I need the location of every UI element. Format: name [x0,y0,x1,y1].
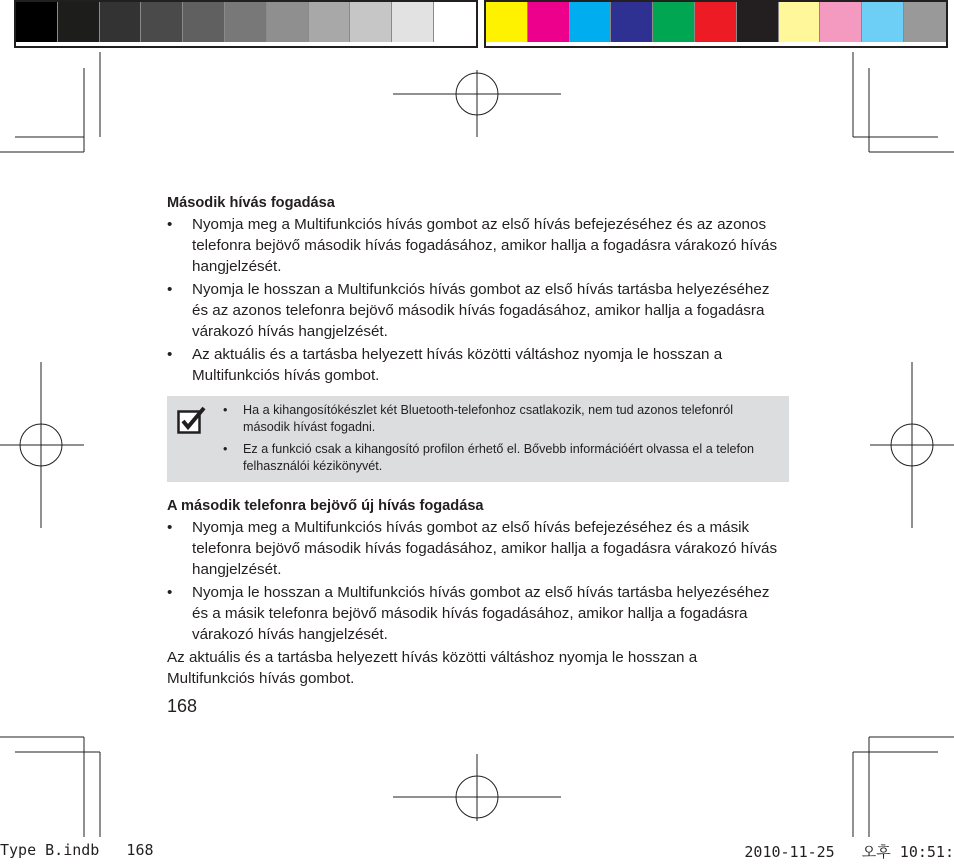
note-item-text: Ha a kihangosítókészlet két Bluetooth-telefonhoz csatlakozik, nem tud azonos telefonról második hívást fogadni. [243,403,734,434]
bullet-icon: • [167,519,173,536]
list-item [167,279,789,342]
bullet-icon: • [167,584,173,601]
registration-mark-bottom [393,754,561,821]
registration-mark-top [393,70,561,137]
bullet-icon: • [223,403,228,417]
list-item [167,344,789,386]
list-item-text: Nyomja le hosszan a Multifunkciós hívás gombot az első hívás tartásba helyezéséhez és az azonos telefonra bejövő második hívás fogadásához, amikor hallja a fogadásra várakozó hívás hangjelzését. [192,281,770,340]
note-box [167,396,789,482]
slug-timestamp: 2010-11-25 오후 10:51: [744,843,954,861]
checkbox-check-icon [177,406,207,434]
bullet-list [167,214,789,386]
bullet-icon: • [167,281,173,298]
section-heading: Második hívás fogadása [167,195,335,211]
note-item [223,402,779,436]
list-item-text: Nyomja meg a Multifunkciós hívás gombot az első hívás befejezéséhez és a másik telefonra bejövő második hívás fogadásához, amikor hallja a fogadásra várakozó hívás hangjelzését. [192,519,778,578]
bullet-icon: • [167,216,173,233]
list-item [167,517,789,580]
bullet-icon: • [167,346,173,363]
list-item [167,214,789,277]
slug-file-info: Type B.indb 168 [0,841,154,859]
list-item [167,582,789,645]
page-number: 168 [167,696,198,716]
bullet-list [167,517,789,645]
list-item-text: Az aktuális és a tartásba helyezett hívás közötti váltáshoz nyomja le hosszan a Multifunkciós hívás gombot. [192,346,723,384]
page-content [167,193,789,689]
registration-mark-left [0,362,84,528]
note-list [223,402,779,475]
list-item-text: Nyomja le hosszan a Multifunkciós hívás gombot az első hívás tartásba helyezéséhez és a másik telefonra bejövő második hívás fogadásához, amikor hallja a fogadásra várakozó hívás hangjelzését. [192,584,770,643]
body-paragraph: Az aktuális és a tartásba helyezett hívás közötti váltáshoz nyomja le hosszan a Multifunkciós hívás gombot. [167,649,698,687]
list-item-text: Nyomja meg a Multifunkciós hívás gombot az első hívás befejezéséhez és az azonos telefonra bejövő második hívás fogadásához, amikor hallja a fogadásra várakozó hívás hangjelzését. [192,216,778,275]
bullet-icon: • [223,442,228,456]
note-item-text: Ez a funkció csak a kihangosító profilon érhető el. Bővebb információért olvassa el a telefon felhasználói kézikönyvét. [243,442,755,473]
section-heading: A második telefonra bejövő új hívás fogadása [167,498,484,514]
registration-mark-right [870,362,954,528]
note-item [223,441,779,475]
